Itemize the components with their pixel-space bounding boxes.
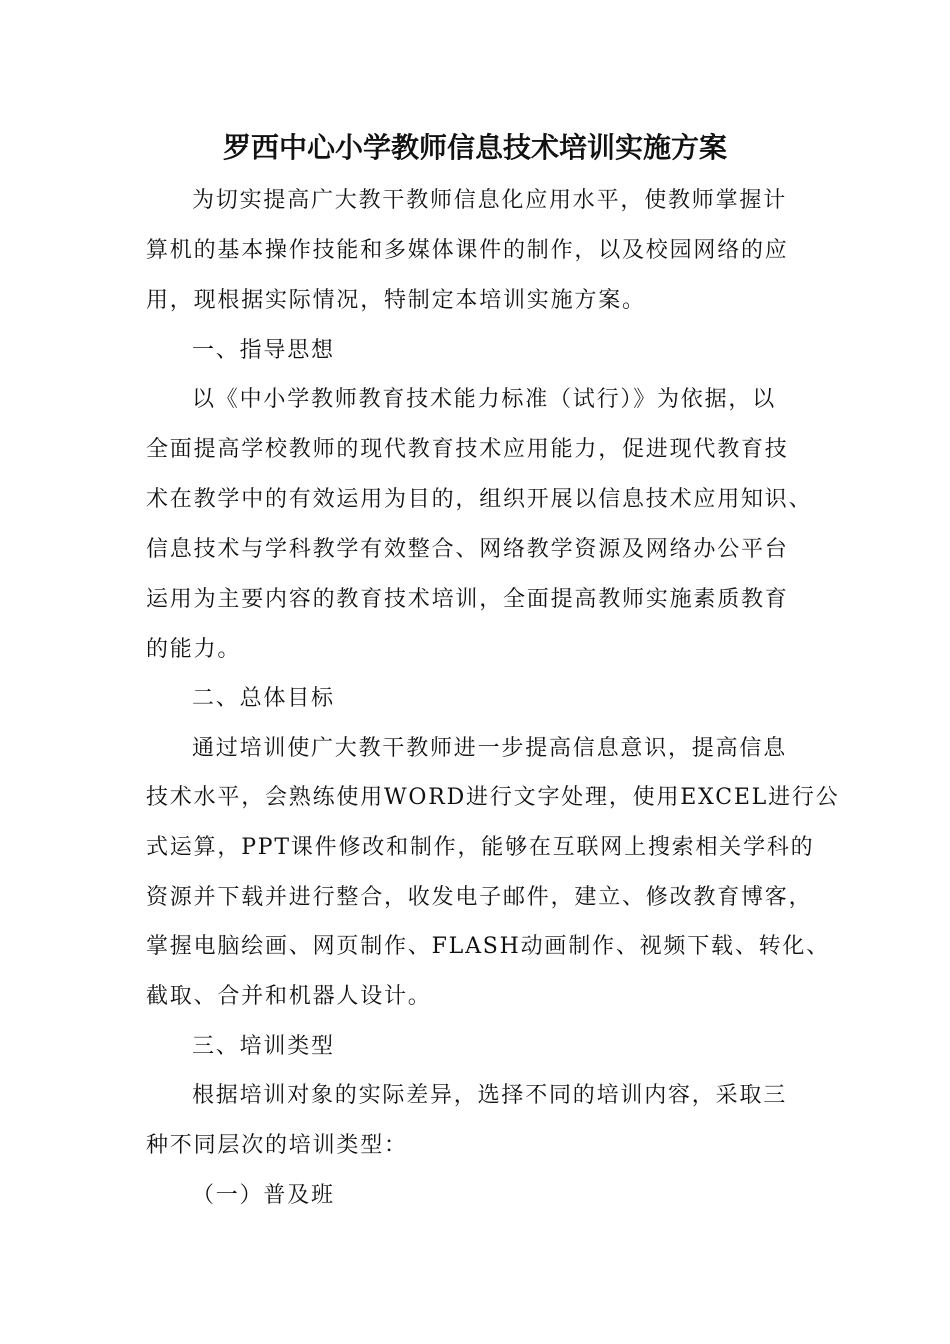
document-title: 罗西中心小学教师信息技术培训实施方案 — [222, 131, 727, 164]
paragraph-line: 资源并下载并进行整合，收发电子邮件，建立、修改教育博客， — [146, 885, 813, 910]
paragraph-line: 根据培训对象的实际差异，选择不同的培训内容，采取三 — [192, 1083, 788, 1108]
paragraph-line: 式运算，PPT课件修改和制作，能够在互联网上搜索相关学科的 — [146, 835, 815, 860]
paragraph-line: 信息技术与学科教学有效整合、网络教学资源及网络办公平台 — [146, 537, 789, 562]
paragraph-line: 为切实提高广大教干教师信息化应用水平，使教师掌握计 — [192, 188, 788, 213]
paragraph-line: 用，现根据实际情况，特制定本培训实施方案。 — [146, 288, 646, 313]
paragraph-line: 技术水平，会熟练使用WORD进行文字处理，使用EXCEL进行公 — [146, 785, 840, 810]
subsection-heading: （一）普及班 — [192, 1183, 335, 1208]
section-heading: 三、培训类型 — [192, 1034, 335, 1059]
paragraph-line: 掌握电脑绘画、网页制作、FLASH动画制作、视频下载、转化、 — [146, 934, 831, 959]
paragraph-line: 算机的基本操作技能和多媒体课件的制作，以及校园网络的应 — [146, 238, 789, 263]
section-heading: 一、指导思想 — [192, 338, 335, 363]
paragraph-line: 截取、合并和机器人设计。 — [146, 984, 432, 1009]
paragraph-line: 全面提高学校教师的现代教育技术应用能力，促进现代教育技 — [146, 437, 789, 462]
paragraph-line: 运用为主要内容的教育技术培训，全面提高教师实施素质教育 — [146, 587, 789, 612]
section-heading: 二、总体目标 — [192, 686, 335, 711]
paragraph-line: 通过培训使广大教干教师进一步提高信息意识，提高信息 — [192, 736, 788, 761]
paragraph-line: 的能力。 — [146, 637, 242, 662]
paragraph-line: 术在教学中的有效运用为目的，组织开展以信息技术应用知识、 — [146, 487, 813, 512]
paragraph-line: 以《中小学教师教育技术能力标准（试行）》为依据，以 — [192, 387, 777, 412]
paragraph-line: 种不同层次的培训类型： — [146, 1133, 408, 1158]
